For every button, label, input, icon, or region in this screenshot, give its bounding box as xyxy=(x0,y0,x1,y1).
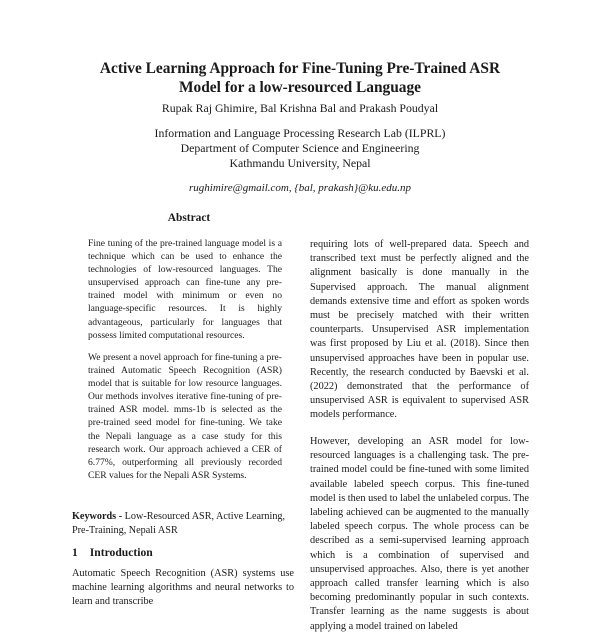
paper-title xyxy=(0,59,600,97)
affiliation-line-2: Department of Computer Science and Engineering xyxy=(180,141,420,155)
authors: Rupak Raj Ghimire, Bal Krishna Bal and Prakash Poudyal xyxy=(161,101,439,115)
affiliation-line-1: Information and Language Processing Research Lab (ILPRL) xyxy=(154,126,446,140)
keywords xyxy=(72,510,294,538)
keywords-label: Keywords - xyxy=(72,511,123,522)
affiliation-line-3: Kathmandu University, Nepal xyxy=(229,156,371,170)
introduction-left-text: Automatic Speech Recognition (ASR) systems use machine learning algorithms and neural networks to learn and transcribe xyxy=(72,568,294,608)
section-title: Introduction xyxy=(89,546,153,559)
keywords-text: Low-Resourced ASR, Active Learning, Pre-Training, Nepali ASR xyxy=(72,511,286,536)
introduction-right-paragraph-2: However, developing an ASR model for low-resourced languages is a challenging task. The pre-trained model could be fine-tuned with some limited available labeled speech corpus. This fine-tuned model is then used to label the unlabeled corpus. The labeling achieved can be augmented to the manually labeled speech corpus. The whole process can be described as a semi-supervised learning approach which is a combination of supervised and unsupervised approaches. Also, there is yet another approach called transfer learning which is also becoming predominantly popular in such contexts. Transfer learning as the name suggests is about applying a model trained on labeled xyxy=(310,436,529,632)
abstract-paragraph-2: We present a novel approach for fine-tuning a pre-trained Automatic Speech Recognition (ASR) model that is suitable for low resource languages. Our methods involves iterative fine-tuning of pre-trained ASR model. mms-1b is selected as the pre-trained seed model for fine-tuning. We take the Nepali language as a case study for this research work. Our approach achieved a CER of 6.77%, outperforming all previously recorded CER values for the Nepali ASR Systems. xyxy=(88,352,282,481)
introduction-heading xyxy=(72,546,153,560)
title-line-1: Active Learning Approach for Fine-Tuning Pre-Trained ASR xyxy=(99,60,501,77)
abstract-heading: Abstract xyxy=(167,212,211,224)
author-emails: rughimire@gmail.com, {bal, prakash}@ku.edu.np xyxy=(188,182,412,194)
section-number: 1 xyxy=(72,546,78,559)
title-line-2: Model for a low-resourced Language xyxy=(179,79,421,96)
abstract-paragraph-1: Fine tuning of the pre-trained language model is a technique which can be used to enhance the technologies of low-resourced languages. The unsupervised approach can fine-tune any pre-trained model with minimum or even no language-specific resources. It is highly advantageous, particularly for languages that possess limited computational resources. xyxy=(88,238,282,341)
introduction-right-paragraph-1: requiring lots of well-prepared data. Speech and transcribed text must be perfectly aligned and the alignment basically is done manually in the Supervised approach. The manual alignment demands extensive time and effort as spoken words must be precisely matched with their written counterparts. Unsupervised ASR implementation was first proposed by Liu et al. (2018). Since then unsupervised approaches have been in popular use. Recently, the research conducted by Baevski et al. (2022) demonstrated that the performance of unsupervised ASR is equivalent to supervised ASR models performance. xyxy=(310,239,529,421)
